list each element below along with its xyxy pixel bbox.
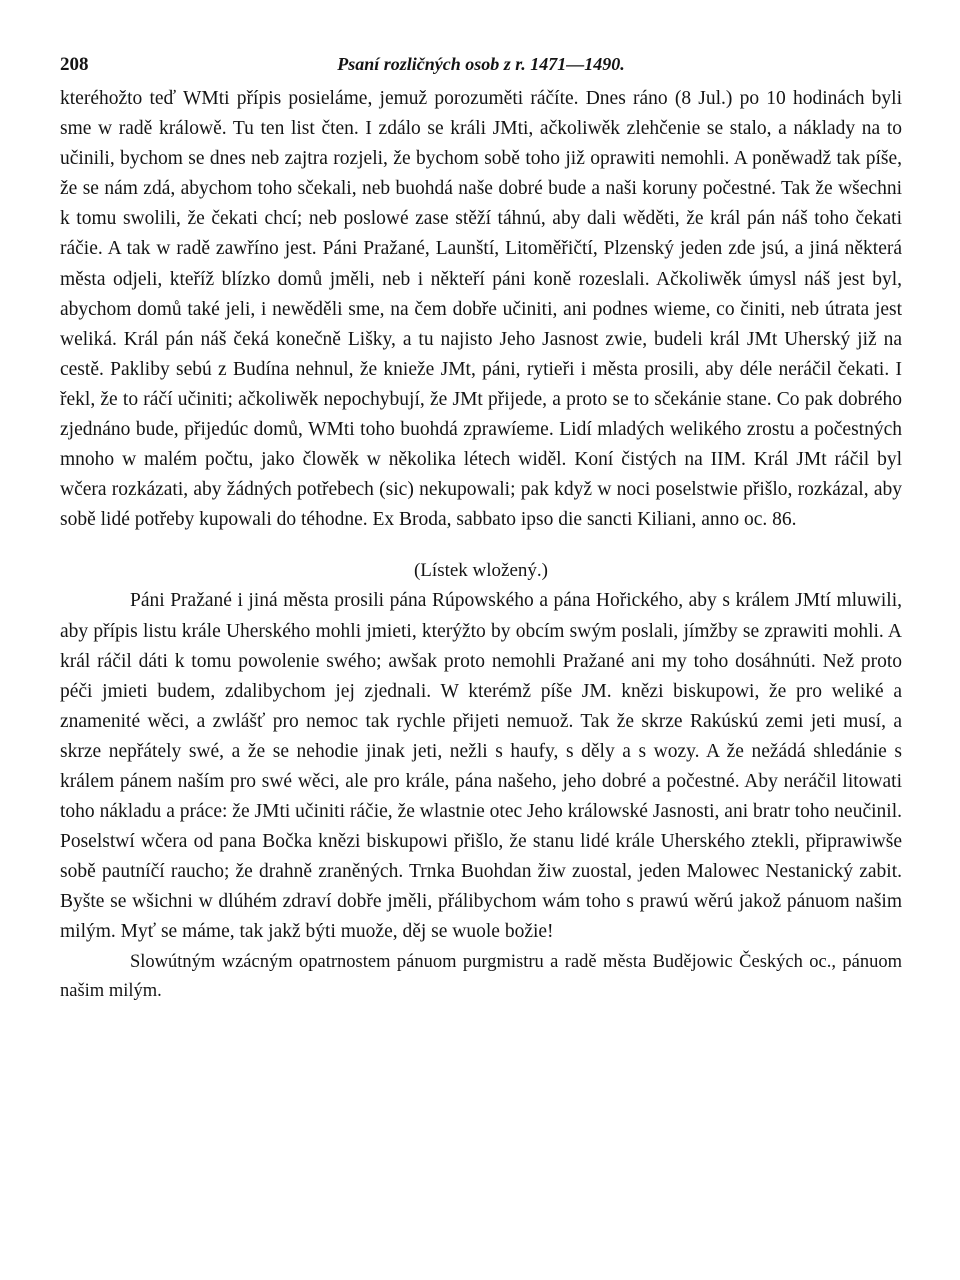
book-page (60, 54, 902, 1254)
letter-body: kteréhožto teď WMti přípis posieláme, jemuž porozuměti ráčíte. Dnes ráno (8 Jul.) po 10 hodinách byli sme w radě králowě. Tu ten list čten. I zdálo se králi JMti, ačkoliwěk zlehčenie se stalo, a náklady na to učinili, bychom se dnes neb zajtra rozjeli, že bychom sobě toho již oprawiti nemohli. A poněwadž tak píše, že se nám zdá, abychom toho sčekali, neb buohdá naše dobré bude a naši koruny počestné. Tak že wšechni k tomu swolili, že čekati chcí; neb poslowé zase stěží táhnú, aby dali wěděti, že král pán náš toho čekati ráčie. A tak w radě zawříno jest. Páni Pražané, Launští, Litoměřičtí, Plzenský jeden zde jsú, a jiná některá města odjeli, kteříž blízko domů jměli, neb i někteří páni koně rozeslali. Ačkoliwěk úmysl náš jest byl, abychom domů také jeli, i newěděli sme, na čem dobře učiniti, ani podnes wieme, co činiti, neb útrata jest weliká. Král pán náš čeká konečně Lišky, a tu najisto Jeho Jasnost zwie, budeli král JMt Uherský již na cestě. Pakliby sebú z Budína nehnul, že knieže JMt, páni, rytieři i města prosili, aby déle neráčil čekati. I řekl, že to ráčí učiniti; ačkoliwěk nepochybují, že JMt přijede, a proto se to sčekánie stane. Co pak dobrého zjednáno bude, přijedúc domů, WMti toho buohdá zprawíeme. Lidí mladých welikého zrostu a počestných mnoho w malém počtu, jako člowěk w několika létech widěl. Koní čistých na IIM. Král JMt ráčil byl wčera rozkázati, aby žádných potřebech (sic) nekupowali; pak když w noci poselstwie přišlo, rozkázal, aby sobě lidé potřeby kupowali do téhodne. Ex Broda, sabbato ipso die sancti Kiliani, anno oc. 86. (60, 88, 902, 531)
running-title: Psaní rozličných osob z r. 1471—1490. (337, 54, 625, 74)
insert-body: Páni Pražané i jiná města prosili pána Rúpowského a pána Hořického, aby s králem JMtí mluwili, aby přípis listu krále Uherského mohli jmieti, kterýžto by obcím swým poslali, jímžby se zprawiti mohli. A král ráčil dáti k tomu powolenie swého; awšak proto nemohli Pražané ani my toho dosáhnúti. Než proto péči jmieti budem, zdalibychom jej zjednali. W kterémž píše JM. knězi biskupowi, že pro weliké a znamenité wěci, a zwlášť pro nemoc tak rychle přijeti nemuož. Tak že skrze Rakúskú zemi jeti musí, a skrze nepřátely swé, a že se nehodie jinak jeti, nežli s haufy, s děly a s wozy. A že nežádá shledánie s králem pánem naším pro swé wěci, ale pro krále, pána našeho, jeho dobré a počestné. Aby neráčil litowati toho nákladu a práce: že JMti učiniti ráčie, že wlastnie otec Jeho králowské Jasnosti, ani bratr toho neučinil. Poselstwí wčera od pana Bočka knězi biskupowi přišlo, že stanu lidé krále Uherského ztekli, připrawiwše sobě pautníčí raucho; že drahně zraněných. Trnka Buohdan žiw zuostal, jeden Malowec Nestanický zabit. Byšte se wšichni w dlúhém zdraví dobře jměli, přálibychom wám toho s prawú wěrú jakož pánuom našim milým. Myť se máme, tak jakž býti muože, děj se wuole božie! (60, 590, 902, 943)
running-head (60, 54, 902, 84)
page-number: 208 (60, 54, 89, 75)
insert-heading: (Lístek wložený.) (413, 560, 548, 582)
letter-address: Slowútným wzácným opatrnostem pánuom purgmistru a radě města Budějowic Českých oc., pánuom našim milým. (60, 951, 902, 1001)
